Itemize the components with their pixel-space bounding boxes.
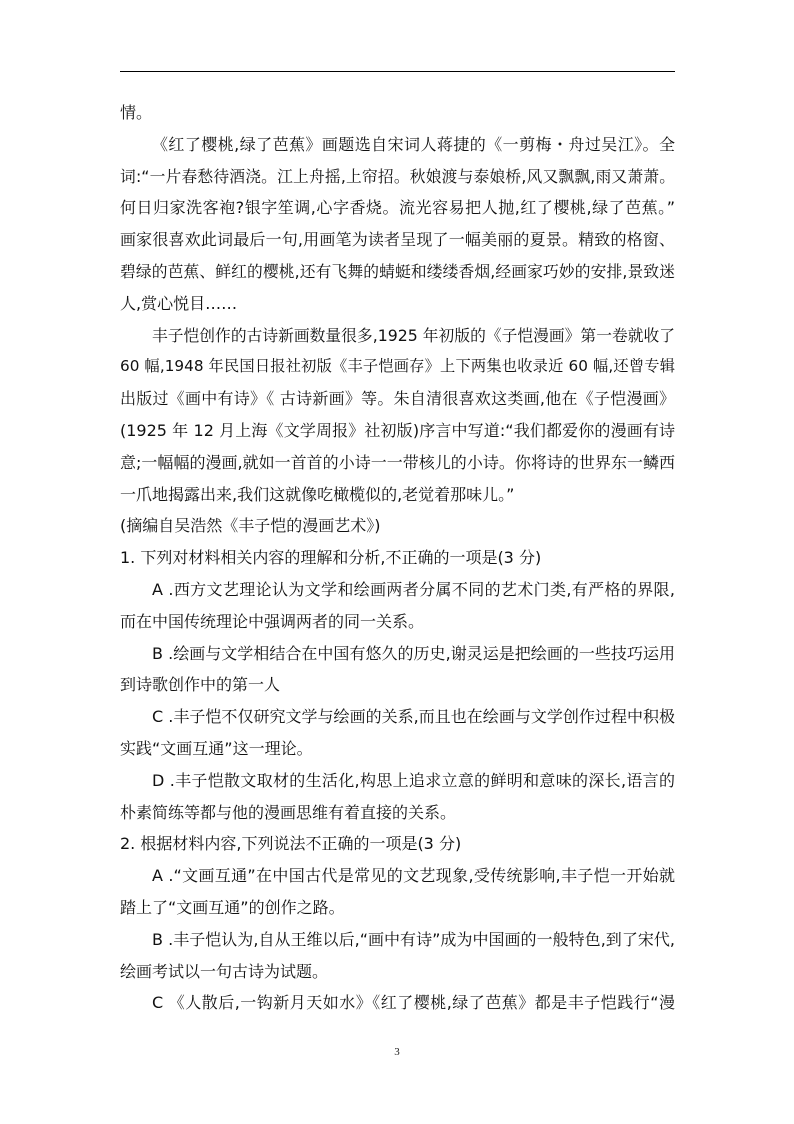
text-line: 意;一幅幅的漫画,就如一首首的小诗一一带核儿的小诗。你将诗的世界东一鳞西 <box>120 452 675 472</box>
question-2-option-c: C 《人散后,一钩新月天如水》《红了樱桃,绿了芭蕉》都是丰子恺践行“漫 <box>152 993 675 1013</box>
text-line: (1925 年 12 月上海《文学周报》社初版)序言中写道:“我们都爱你的漫画有诗 <box>120 420 675 440</box>
question-2-option-a: A .“文画互通”在中国古代是常见的文艺现象,受传统影响,丰子恺一开始就 <box>152 866 675 886</box>
question-1-option-c: C .丰子恺不仅研究文学与绘画的关系,而且也在绘画与文学创作过程中积极 <box>152 707 675 727</box>
text-line: 出版过《画中有诗》《 古诗新画》等。朱自清很喜欢这类画,他在《子恺漫画》 <box>120 389 675 409</box>
question-2-stem: 2. 根据材料内容,下列说法不正确的一项是(3 分) <box>120 834 462 854</box>
question-1-option-b: B .绘画与文学相结合在中国有悠久的历史,谢灵运是把绘画的一些技巧运用 <box>152 643 675 663</box>
text-line: 词:“一片春愁待酒浇。江上舟摇,上帘招。秋娘渡与泰娘桥,风又飘飘,雨又萧萧。 <box>120 166 675 186</box>
text-line: 何日归家洗客袍?银字笙调,心字香烧。流光容易把人抛,红了樱桃,绿了芭蕉。” <box>120 198 675 218</box>
question-2-option-b: B .丰子恺认为,自从王维以后,“画中有诗”成为中国画的一般特色,到了宋代, <box>152 929 675 949</box>
question-1-option-b-cont: 到诗歌创作中的第一人 <box>120 675 281 695</box>
question-1-option-a: A .西方文艺理论认为文学和绘画两者分属不同的艺术门类,有严格的界限, <box>152 579 675 599</box>
document-body <box>120 97 675 1019</box>
question-1-option-a-cont: 而在中国传统理论中强调两者的同一关系。 <box>120 611 425 631</box>
text-line: 一爪地揭露出来,我们这就像吃橄榄似的,老觉着那味儿。” <box>120 484 515 504</box>
question-1-option-d: D .丰子恺散文取材的生活化,构思上追求立意的鲜明和意味的深长,语言的 <box>152 770 675 790</box>
text-line: 情。 <box>120 103 153 122</box>
text-line: 人,赏心悦目…… <box>120 293 238 313</box>
text-line: 《红了樱桃,绿了芭蕉》画题选自宋词人蒋捷的《一剪梅・舟过吴江》。全 <box>152 134 675 154</box>
question-2-option-b-cont: 绘画考试以一句古诗为试题。 <box>120 961 329 981</box>
question-1-option-d-cont: 朴素简练等都与他的漫画思维有着直接的关系。 <box>120 802 457 822</box>
text-line: 丰子恺创作的古诗新画数量很多,1925 年初版的《子恺漫画》第一卷就收了 <box>152 325 675 345</box>
text-line: 60 幅,1948 年民国日报社初版《丰子恺画存》上下两集也收录近 60 幅,还曾专辑 <box>120 357 675 376</box>
question-2-option-a-cont: 踏上了“文画互通”的创作之路。 <box>120 897 345 917</box>
header-rule <box>120 71 675 72</box>
text-line: 画家很喜欢此词最后一句,用画笔为读者呈现了一幅美丽的夏景。精致的格窗、 <box>120 230 675 250</box>
question-1-option-c-cont: 实践“文画互通”这一理论。 <box>120 738 313 758</box>
page-number: 3 <box>394 1046 400 1058</box>
question-1-stem: 1. 下列对材料相关内容的理解和分析,不正确的一项是(3 分) <box>120 548 542 568</box>
source-citation: (摘编自吴浩然《丰子恺的漫画艺术》) <box>120 516 381 536</box>
text-line: 碧绿的芭蕉、鲜红的樱桃,还有飞舞的蜻蜓和缕缕香烟,经画家巧妙的安排,景致迷 <box>120 261 675 281</box>
